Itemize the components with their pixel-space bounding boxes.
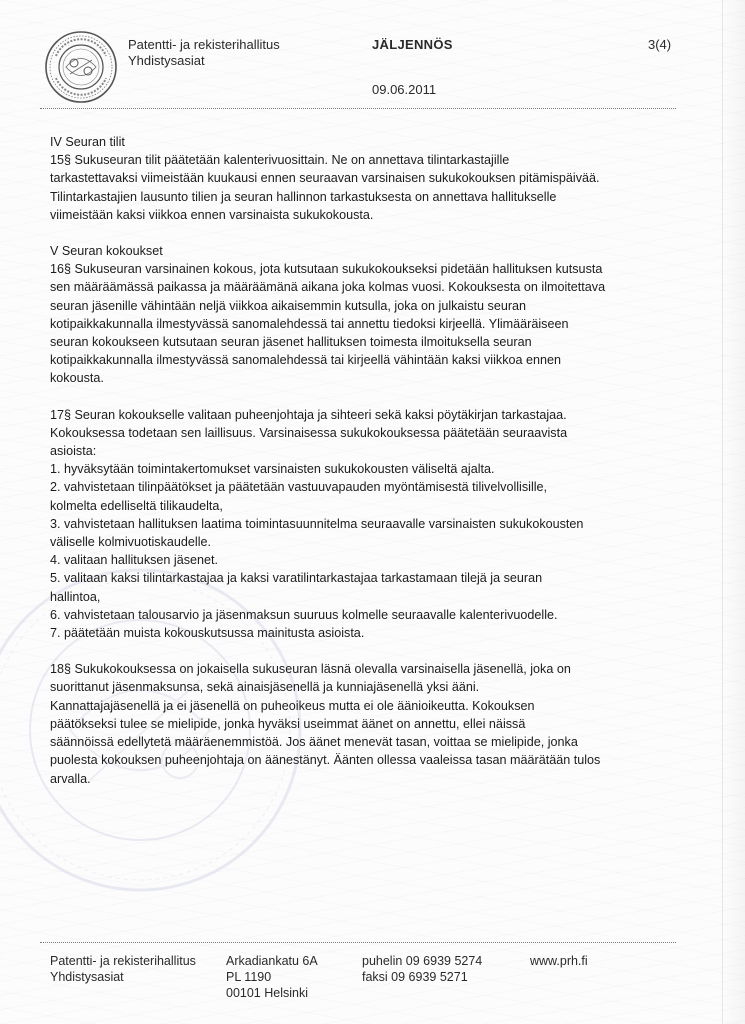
section-heading: IV Seuran tilit: [50, 135, 125, 149]
text-line: päätökseksi tulee se mielipide, jonka hyväksi useimmat äänet on annettu, ellei näissä: [50, 716, 526, 731]
text-line: asioista:: [50, 444, 97, 459]
header-org-line1: Patentti- ja rekisterihallitus: [128, 37, 280, 52]
footer-org-line1: Patentti- ja rekisterihallitus: [50, 954, 196, 968]
page-number: 3(4): [648, 37, 672, 52]
header-divider: [40, 108, 676, 109]
section-v: [50, 242, 650, 388]
seal-icon: [44, 30, 118, 104]
document-type: JÄLJENNÖS: [372, 37, 453, 52]
document-body: [50, 133, 650, 806]
text-line: kotipaikkakunnalla ilmestyvässä sanomalehdessä tai annettu tiedoksi kirjeellä. Ylimääräiseen: [50, 316, 569, 331]
list-item: 1. hyväksytään toimintakertomukset varsinaisten sukukokousten väliseltä ajalta.: [50, 462, 495, 477]
text-line: sen määräämässä paikassa ja määräämänä aikana joka kolmas vuosi. Kokouksesta on ilmoitettava: [50, 280, 606, 295]
text-line: puolesta kokouksen puheenjohtaja on äänestänyt. Äänten ollessa vaaleissa tasan määrätään tulos: [50, 753, 601, 768]
list-item: 5. valitaan kaksi tilintarkastajaa ja kaksi varatilintarkastajaa tarkastamaan tilejä ja seuran: [50, 571, 543, 586]
list-item: 3. vahvistetaan hallituksen laatima toimintasuunnitelma seuraavalle varsinaisten sukukokousten: [50, 516, 584, 531]
text-line: Tilintarkastajien lausunto tilien ja seuran hallinnon tarkastuksesta on annettava hallitukselle: [50, 189, 557, 204]
scan-edge: [722, 0, 745, 1024]
text-line: seuran jäsenille vähintään neljä viikkoa aikaisemmin kutsulla, joka on julkaistu seuran: [50, 298, 527, 313]
list-item: 2. vahvistetaan tilinpäätökset ja päätetään vastuuvapauden myöntämisestä tilivelvollisille,: [50, 480, 548, 495]
footer-divider: [40, 942, 676, 943]
list-item: 4. valitaan hallituksen jäsenet.: [50, 553, 219, 568]
section-18: [50, 660, 650, 787]
footer-phone: puhelin 09 6939 5274: [362, 954, 483, 968]
text-line: 18§ Sukukokouksessa on jokaisella sukuseuran läsnä olevalla varsinaisella jäsenellä, joka on: [50, 662, 571, 677]
header-org-line2: Yhdistysasiat: [128, 53, 205, 68]
list-item: 6. vahvistetaan talousarvio ja jäsenmaksun suuruus kolmelle seuraavalle kalenterivuodelle.: [50, 607, 558, 622]
text-line: kokousta.: [50, 371, 104, 386]
footer-web-link[interactable]: www.prh.fi: [530, 954, 588, 968]
text-line: Kokouksessa todetaan sen laillisuus. Varsinaisessa sukukokouksessa päätetään seuraavista: [50, 425, 568, 440]
text-line: 16§ Sukuseuran varsinainen kokous, jota kutsutaan sukukokoukseksi pidetään hallituksen kutsusta: [50, 262, 603, 277]
text-line: suorittanut jäsenmaksunsa, sekä ainaisjäsenellä ja kunniajäsenellä yksi ääni.: [50, 680, 480, 695]
text-line: 17§ Seuran kokoukselle valitaan puheenjohtaja ja sihteeri sekä kaksi pöytäkirjan tarkastajaa.: [50, 407, 567, 422]
footer-address: [226, 953, 318, 1001]
header-organization: [128, 37, 280, 69]
footer-org-line2: Yhdistysasiat: [50, 970, 124, 984]
text-line: Kannattajajäsenellä ja ei jäsenellä on puheoikeus mutta ei ole äänioikeutta. Kokouksen: [50, 698, 535, 713]
list-item: hallintoa,: [50, 589, 101, 604]
list-item: väliselle kolmivuotiskaudelle.: [50, 535, 211, 550]
section-heading: V Seuran kokoukset: [50, 244, 163, 259]
text-line: säännöissä edellytetä määräenemmistöä. Jos äänet menevät tasan, voittaa se mielipide, jonka: [50, 735, 578, 750]
footer-address-line3: 00101 Helsinki: [226, 986, 308, 1000]
text-line: 15§ Sukuseuran tilit päätetään kalenterivuosittain. Ne on annettava tilintarkastajille: [50, 153, 510, 168]
section-iv: [50, 133, 650, 224]
text-line: tarkastettavaksi viimeistään kuukausi ennen seuraavan varsinaisen sukukokouksen pitämispäivää.: [50, 171, 600, 186]
footer-website[interactable]: [530, 953, 588, 969]
text-line: arvalla.: [50, 771, 91, 786]
text-line: viimeistään kaksi viikkoa ennen varsinaista sukukokousta.: [50, 207, 374, 222]
document-date: 09.06.2011: [372, 82, 437, 97]
footer-organization: [50, 953, 196, 985]
footer-contact: [362, 953, 482, 985]
footer-address-line2: PL 1190: [226, 970, 272, 984]
list-item: kolmelta edelliseltä tilikaudelta,: [50, 498, 223, 513]
text-line: seuran kokoukseen kutsutaan seuran jäsenet hallituksen toimesta ilmoituksella seuran: [50, 335, 532, 350]
footer-fax: faksi 09 6939 5271: [362, 970, 468, 984]
footer-address-line1: Arkadiankatu 6A: [226, 954, 318, 968]
section-17: [50, 406, 650, 643]
list-item: 7. päätetään muista kokouskutsussa mainitusta asioista.: [50, 626, 365, 641]
text-line: kotipaikkakunnalla ilmestyvässä sanomalehdessä tai kirjeellä vähintään kaksi viikkoa ennen: [50, 353, 562, 368]
